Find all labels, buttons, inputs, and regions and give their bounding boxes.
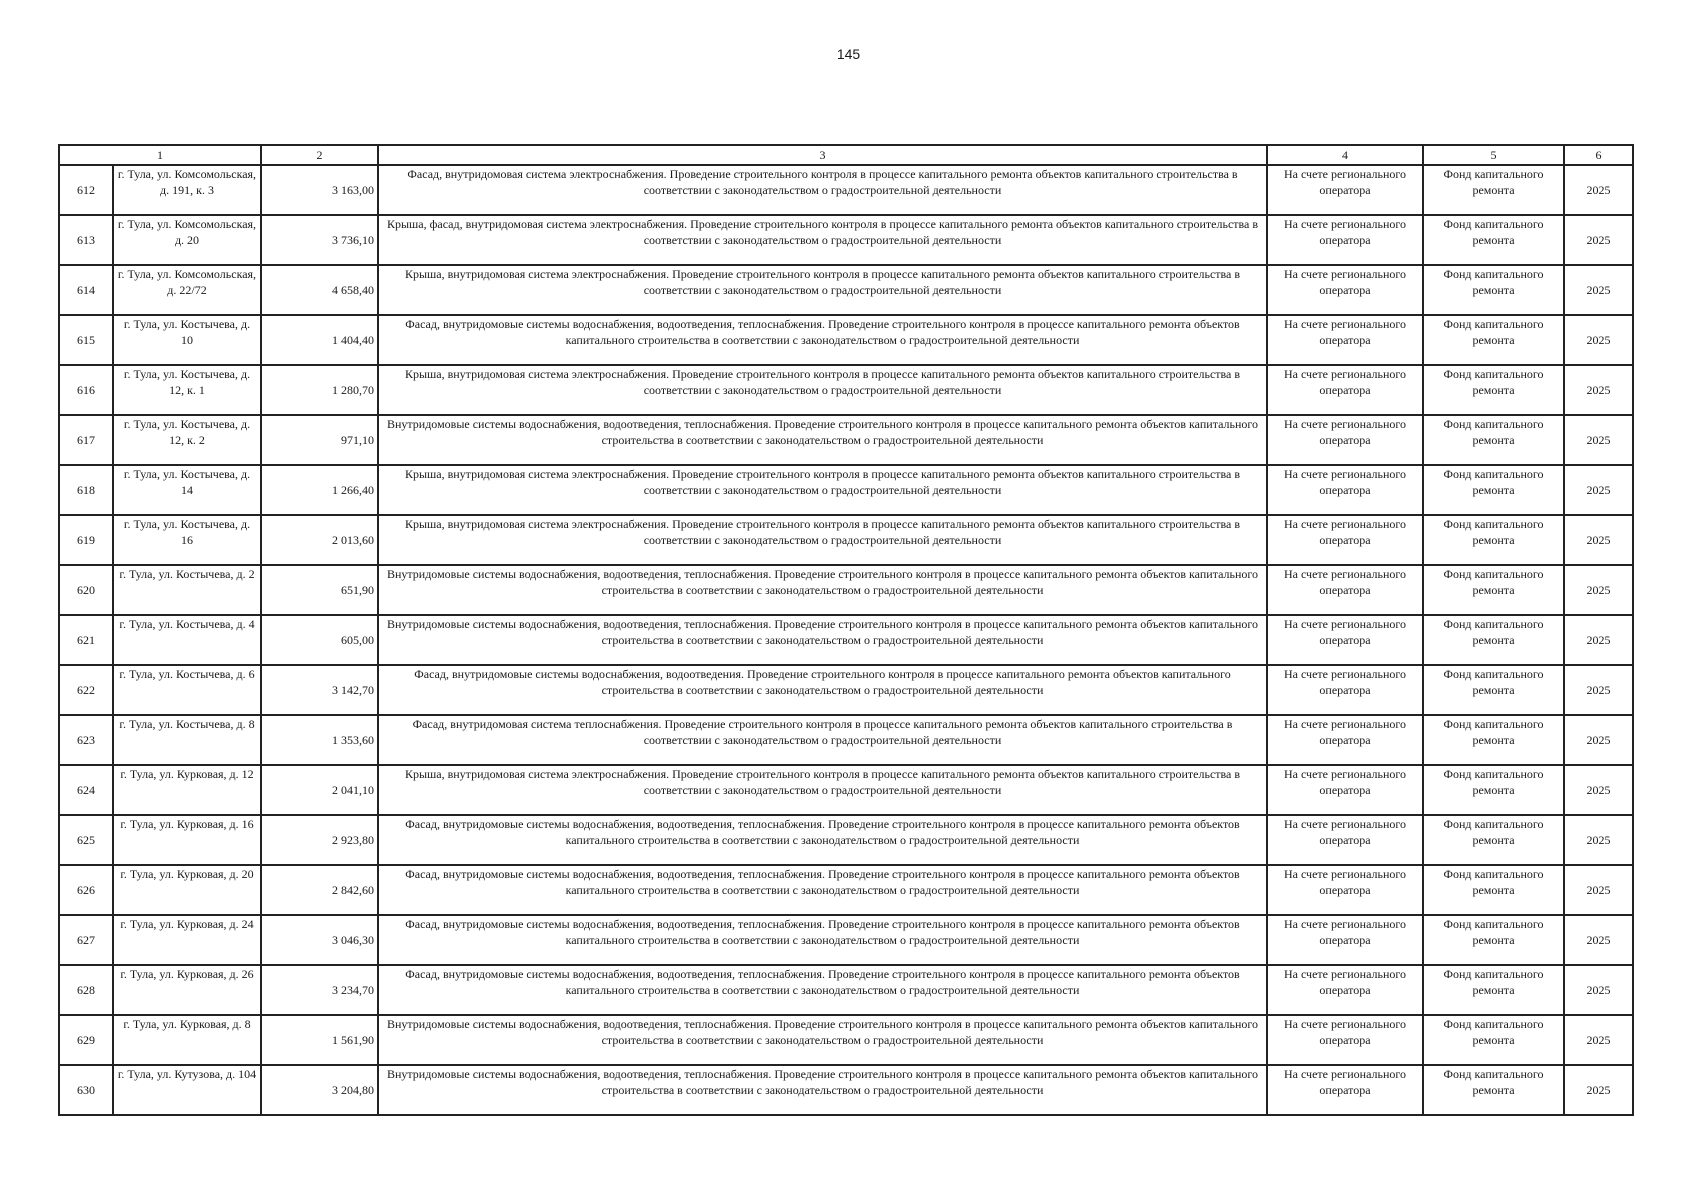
table-row	[59, 515, 1633, 565]
area-cell: 3 204,80	[261, 1065, 378, 1115]
account-cell: На счете регионального оператора	[1267, 965, 1423, 1015]
area-cell: 3 736,10	[261, 215, 378, 265]
funding-source-cell: Фонд капитального ремонта	[1423, 265, 1564, 315]
area-cell: 3 234,70	[261, 965, 378, 1015]
area-cell: 4 658,40	[261, 265, 378, 315]
works-description-cell: Фасад, внутридомовая система теплоснабжения. Проведение строительного контроля в процессе капитального ремонта объектов капитального строительства в соответствии с законодательством о градостроительной деятельности	[378, 715, 1267, 765]
address-cell: г. Тула, ул. Курковая, д. 26	[113, 965, 261, 1015]
area-cell: 651,90	[261, 565, 378, 615]
capital-repair-table	[58, 144, 1634, 1116]
area-cell: 1 561,90	[261, 1015, 378, 1065]
area-cell: 1 353,60	[261, 715, 378, 765]
row-number: 620	[59, 565, 113, 615]
table-row	[59, 615, 1633, 665]
year-cell: 2025	[1564, 315, 1633, 365]
year-cell: 2025	[1564, 715, 1633, 765]
row-number: 615	[59, 315, 113, 365]
header-cell: 3	[378, 145, 1267, 165]
row-number: 618	[59, 465, 113, 515]
works-description-cell: Крыша, внутридомовая система электроснабжения. Проведение строительного контроля в процессе капитального ремонта объектов капитального строительства в соответствии с законодательством о градостроительной деятельности	[378, 265, 1267, 315]
works-description-cell: Фасад, внутридомовые системы водоснабжения, водоотведения, теплоснабжения. Проведение строительного контроля в процессе капитального ремонта объектов капитального строительства в соответствии с законодательством о градостроительной деятельности	[378, 815, 1267, 865]
table-row	[59, 565, 1633, 615]
address-cell: г. Тула, ул. Комсомольская, д. 20	[113, 215, 261, 265]
address-cell: г. Тула, ул. Костычева, д. 16	[113, 515, 261, 565]
account-cell: На счете регионального оператора	[1267, 865, 1423, 915]
year-cell: 2025	[1564, 565, 1633, 615]
funding-source-cell: Фонд капитального ремонта	[1423, 915, 1564, 965]
address-cell: г. Тула, ул. Костычева, д. 14	[113, 465, 261, 515]
funding-source-cell: Фонд капитального ремонта	[1423, 415, 1564, 465]
row-number: 623	[59, 715, 113, 765]
year-cell: 2025	[1564, 1015, 1633, 1065]
header-cell: 6	[1564, 145, 1633, 165]
column-number-row	[59, 145, 1633, 165]
row-number: 628	[59, 965, 113, 1015]
account-cell: На счете регионального оператора	[1267, 615, 1423, 665]
works-description-cell: Фасад, внутридомовая система электроснабжения. Проведение строительного контроля в процессе капитального ремонта объектов капитального строительства в соответствии с законодательством о градостроительной деятельности	[378, 165, 1267, 215]
account-cell: На счете регионального оператора	[1267, 215, 1423, 265]
works-description-cell: Крыша, фасад, внутридомовая система электроснабжения. Проведение строительного контроля в процессе капитального ремонта объектов капитального строительства в соответствии с законодательством о градостроительной деятельности	[378, 215, 1267, 265]
works-description-cell: Фасад, внутридомовые системы водоснабжения, водоотведения, теплоснабжения. Проведение строительного контроля в процессе капитального ремонта объектов капитального строительства в соответствии с законодательством о градостроительной деятельности	[378, 915, 1267, 965]
table-row	[59, 365, 1633, 415]
table-row	[59, 715, 1633, 765]
address-cell: г. Тула, ул. Курковая, д. 8	[113, 1015, 261, 1065]
funding-source-cell: Фонд капитального ремонта	[1423, 315, 1564, 365]
row-number: 626	[59, 865, 113, 915]
row-number: 613	[59, 215, 113, 265]
year-cell: 2025	[1564, 865, 1633, 915]
area-cell: 3 163,00	[261, 165, 378, 215]
account-cell: На счете регионального оператора	[1267, 1015, 1423, 1065]
year-cell: 2025	[1564, 1065, 1633, 1115]
table-row	[59, 1015, 1633, 1065]
year-cell: 2025	[1564, 815, 1633, 865]
header-cell: 5	[1423, 145, 1564, 165]
row-number: 627	[59, 915, 113, 965]
works-description-cell: Крыша, внутридомовая система электроснабжения. Проведение строительного контроля в процессе капитального ремонта объектов капитального строительства в соответствии с законодательством о градостроительной деятельности	[378, 515, 1267, 565]
header-cell: 2	[261, 145, 378, 165]
funding-source-cell: Фонд капитального ремонта	[1423, 665, 1564, 715]
year-cell: 2025	[1564, 615, 1633, 665]
year-cell: 2025	[1564, 415, 1633, 465]
table-row	[59, 915, 1633, 965]
works-description-cell: Фасад, внутридомовые системы водоснабжения, водоотведения, теплоснабжения. Проведение строительного контроля в процессе капитального ремонта объектов капитального строительства в соответствии с законодательством о градостроительной деятельности	[378, 315, 1267, 365]
account-cell: На счете регионального оператора	[1267, 815, 1423, 865]
year-cell: 2025	[1564, 465, 1633, 515]
account-cell: На счете регионального оператора	[1267, 265, 1423, 315]
funding-source-cell: Фонд капитального ремонта	[1423, 365, 1564, 415]
address-cell: г. Тула, ул. Комсомольская, д. 191, к. 3	[113, 165, 261, 215]
works-description-cell: Фасад, внутридомовые системы водоснабжения, водоотведения, теплоснабжения. Проведение строительного контроля в процессе капитального ремонта объектов капитального строительства в соответствии с законодательством о градостроительной деятельности	[378, 965, 1267, 1015]
table-row	[59, 965, 1633, 1015]
funding-source-cell: Фонд капитального ремонта	[1423, 215, 1564, 265]
address-cell: г. Тула, ул. Костычева, д. 12, к. 2	[113, 415, 261, 465]
works-description-cell: Внутридомовые системы водоснабжения, водоотведения, теплоснабжения. Проведение строительного контроля в процессе капитального ремонта объектов капитального строительства в соответствии с законодательством о градостроительной деятельности	[378, 1065, 1267, 1115]
account-cell: На счете регионального оператора	[1267, 915, 1423, 965]
header-cell: 4	[1267, 145, 1423, 165]
works-description-cell: Крыша, внутридомовая система электроснабжения. Проведение строительного контроля в процессе капитального ремонта объектов капитального строительства в соответствии с законодательством о градостроительной деятельности	[378, 365, 1267, 415]
address-cell: г. Тула, ул. Костычева, д. 8	[113, 715, 261, 765]
row-number: 625	[59, 815, 113, 865]
address-cell: г. Тула, ул. Костычева, д. 10	[113, 315, 261, 365]
table-row	[59, 865, 1633, 915]
funding-source-cell: Фонд капитального ремонта	[1423, 565, 1564, 615]
row-number: 624	[59, 765, 113, 815]
address-cell: г. Тула, ул. Кутузова, д. 104	[113, 1065, 261, 1115]
account-cell: На счете регионального оператора	[1267, 365, 1423, 415]
address-cell: г. Тула, ул. Костычева, д. 12, к. 1	[113, 365, 261, 415]
area-cell: 971,10	[261, 415, 378, 465]
funding-source-cell: Фонд капитального ремонта	[1423, 615, 1564, 665]
table-row	[59, 215, 1633, 265]
area-cell: 2 041,10	[261, 765, 378, 815]
account-cell: На счете регионального оператора	[1267, 565, 1423, 615]
address-cell: г. Тула, ул. Комсомольская, д. 22/72	[113, 265, 261, 315]
funding-source-cell: Фонд капитального ремонта	[1423, 865, 1564, 915]
row-number: 619	[59, 515, 113, 565]
account-cell: На счете регионального оператора	[1267, 765, 1423, 815]
area-cell: 605,00	[261, 615, 378, 665]
table-row	[59, 765, 1633, 815]
table-row	[59, 465, 1633, 515]
funding-source-cell: Фонд капитального ремонта	[1423, 715, 1564, 765]
funding-source-cell: Фонд капитального ремонта	[1423, 515, 1564, 565]
works-description-cell: Фасад, внутридомовые системы водоснабжения, водоотведения. Проведение строительного контроля в процессе капитального ремонта объектов капитального строительства в соответствии с законодательством о градостроительной деятельности	[378, 665, 1267, 715]
account-cell: На счете регионального оператора	[1267, 715, 1423, 765]
table-row	[59, 315, 1633, 365]
works-description-cell: Внутридомовые системы водоснабжения, водоотведения, теплоснабжения. Проведение строительного контроля в процессе капитального ремонта объектов капитального строительства в соответствии с законодательством о градостроительной деятельности	[378, 565, 1267, 615]
year-cell: 2025	[1564, 765, 1633, 815]
row-number: 614	[59, 265, 113, 315]
works-description-cell: Фасад, внутридомовые системы водоснабжения, водоотведения, теплоснабжения. Проведение строительного контроля в процессе капитального ремонта объектов капитального строительства в соответствии с законодательством о градостроительной деятельности	[378, 865, 1267, 915]
year-cell: 2025	[1564, 965, 1633, 1015]
table-row	[59, 415, 1633, 465]
funding-source-cell: Фонд капитального ремонта	[1423, 765, 1564, 815]
account-cell: На счете регионального оператора	[1267, 515, 1423, 565]
table-row	[59, 815, 1633, 865]
row-number: 621	[59, 615, 113, 665]
funding-source-cell: Фонд капитального ремонта	[1423, 465, 1564, 515]
table-row	[59, 165, 1633, 215]
funding-source-cell: Фонд капитального ремонта	[1423, 1065, 1564, 1115]
header-cell: 1	[59, 145, 261, 165]
address-cell: г. Тула, ул. Костычева, д. 4	[113, 615, 261, 665]
funding-source-cell: Фонд капитального ремонта	[1423, 815, 1564, 865]
table-row	[59, 665, 1633, 715]
area-cell: 3 142,70	[261, 665, 378, 715]
row-number: 630	[59, 1065, 113, 1115]
year-cell: 2025	[1564, 365, 1633, 415]
year-cell: 2025	[1564, 515, 1633, 565]
funding-source-cell: Фонд капитального ремонта	[1423, 1015, 1564, 1065]
table-row	[59, 1065, 1633, 1115]
works-description-cell: Внутридомовые системы водоснабжения, водоотведения, теплоснабжения. Проведение строительного контроля в процессе капитального ремонта объектов капитального строительства в соответствии с законодательством о градостроительной деятельности	[378, 1015, 1267, 1065]
table-row	[59, 265, 1633, 315]
page-number: 145	[836, 46, 861, 62]
year-cell: 2025	[1564, 265, 1633, 315]
row-number: 622	[59, 665, 113, 715]
area-cell: 3 046,30	[261, 915, 378, 965]
year-cell: 2025	[1564, 915, 1633, 965]
account-cell: На счете регионального оператора	[1267, 465, 1423, 515]
row-number: 617	[59, 415, 113, 465]
area-cell: 1 266,40	[261, 465, 378, 515]
works-description-cell: Крыша, внутридомовая система электроснабжения. Проведение строительного контроля в процессе капитального ремонта объектов капитального строительства в соответствии с законодательством о градостроительной деятельности	[378, 465, 1267, 515]
year-cell: 2025	[1564, 665, 1633, 715]
address-cell: г. Тула, ул. Курковая, д. 12	[113, 765, 261, 815]
row-number: 612	[59, 165, 113, 215]
address-cell: г. Тула, ул. Курковая, д. 24	[113, 915, 261, 965]
funding-source-cell: Фонд капитального ремонта	[1423, 965, 1564, 1015]
works-description-cell: Внутридомовые системы водоснабжения, водоотведения, теплоснабжения. Проведение строительного контроля в процессе капитального ремонта объектов капитального строительства в соответствии с законодательством о градостроительной деятельности	[378, 415, 1267, 465]
account-cell: На счете регионального оператора	[1267, 315, 1423, 365]
works-description-cell: Крыша, внутридомовая система электроснабжения. Проведение строительного контроля в процессе капитального ремонта объектов капитального строительства в соответствии с законодательством о градостроительной деятельности	[378, 765, 1267, 815]
area-cell: 2 013,60	[261, 515, 378, 565]
account-cell: На счете регионального оператора	[1267, 165, 1423, 215]
account-cell: На счете регионального оператора	[1267, 1065, 1423, 1115]
address-cell: г. Тула, ул. Костычева, д. 2	[113, 565, 261, 615]
funding-source-cell: Фонд капитального ремонта	[1423, 165, 1564, 215]
account-cell: На счете регионального оператора	[1267, 415, 1423, 465]
address-cell: г. Тула, ул. Курковая, д. 16	[113, 815, 261, 865]
account-cell: На счете регионального оператора	[1267, 665, 1423, 715]
address-cell: г. Тула, ул. Костычева, д. 6	[113, 665, 261, 715]
works-description-cell: Внутридомовые системы водоснабжения, водоотведения, теплоснабжения. Проведение строительного контроля в процессе капитального ремонта объектов капитального строительства в соответствии с законодательством о градостроительной деятельности	[378, 615, 1267, 665]
area-cell: 2 842,60	[261, 865, 378, 915]
year-cell: 2025	[1564, 215, 1633, 265]
row-number: 629	[59, 1015, 113, 1065]
area-cell: 1 280,70	[261, 365, 378, 415]
address-cell: г. Тула, ул. Курковая, д. 20	[113, 865, 261, 915]
year-cell: 2025	[1564, 165, 1633, 215]
area-cell: 1 404,40	[261, 315, 378, 365]
area-cell: 2 923,80	[261, 815, 378, 865]
row-number: 616	[59, 365, 113, 415]
